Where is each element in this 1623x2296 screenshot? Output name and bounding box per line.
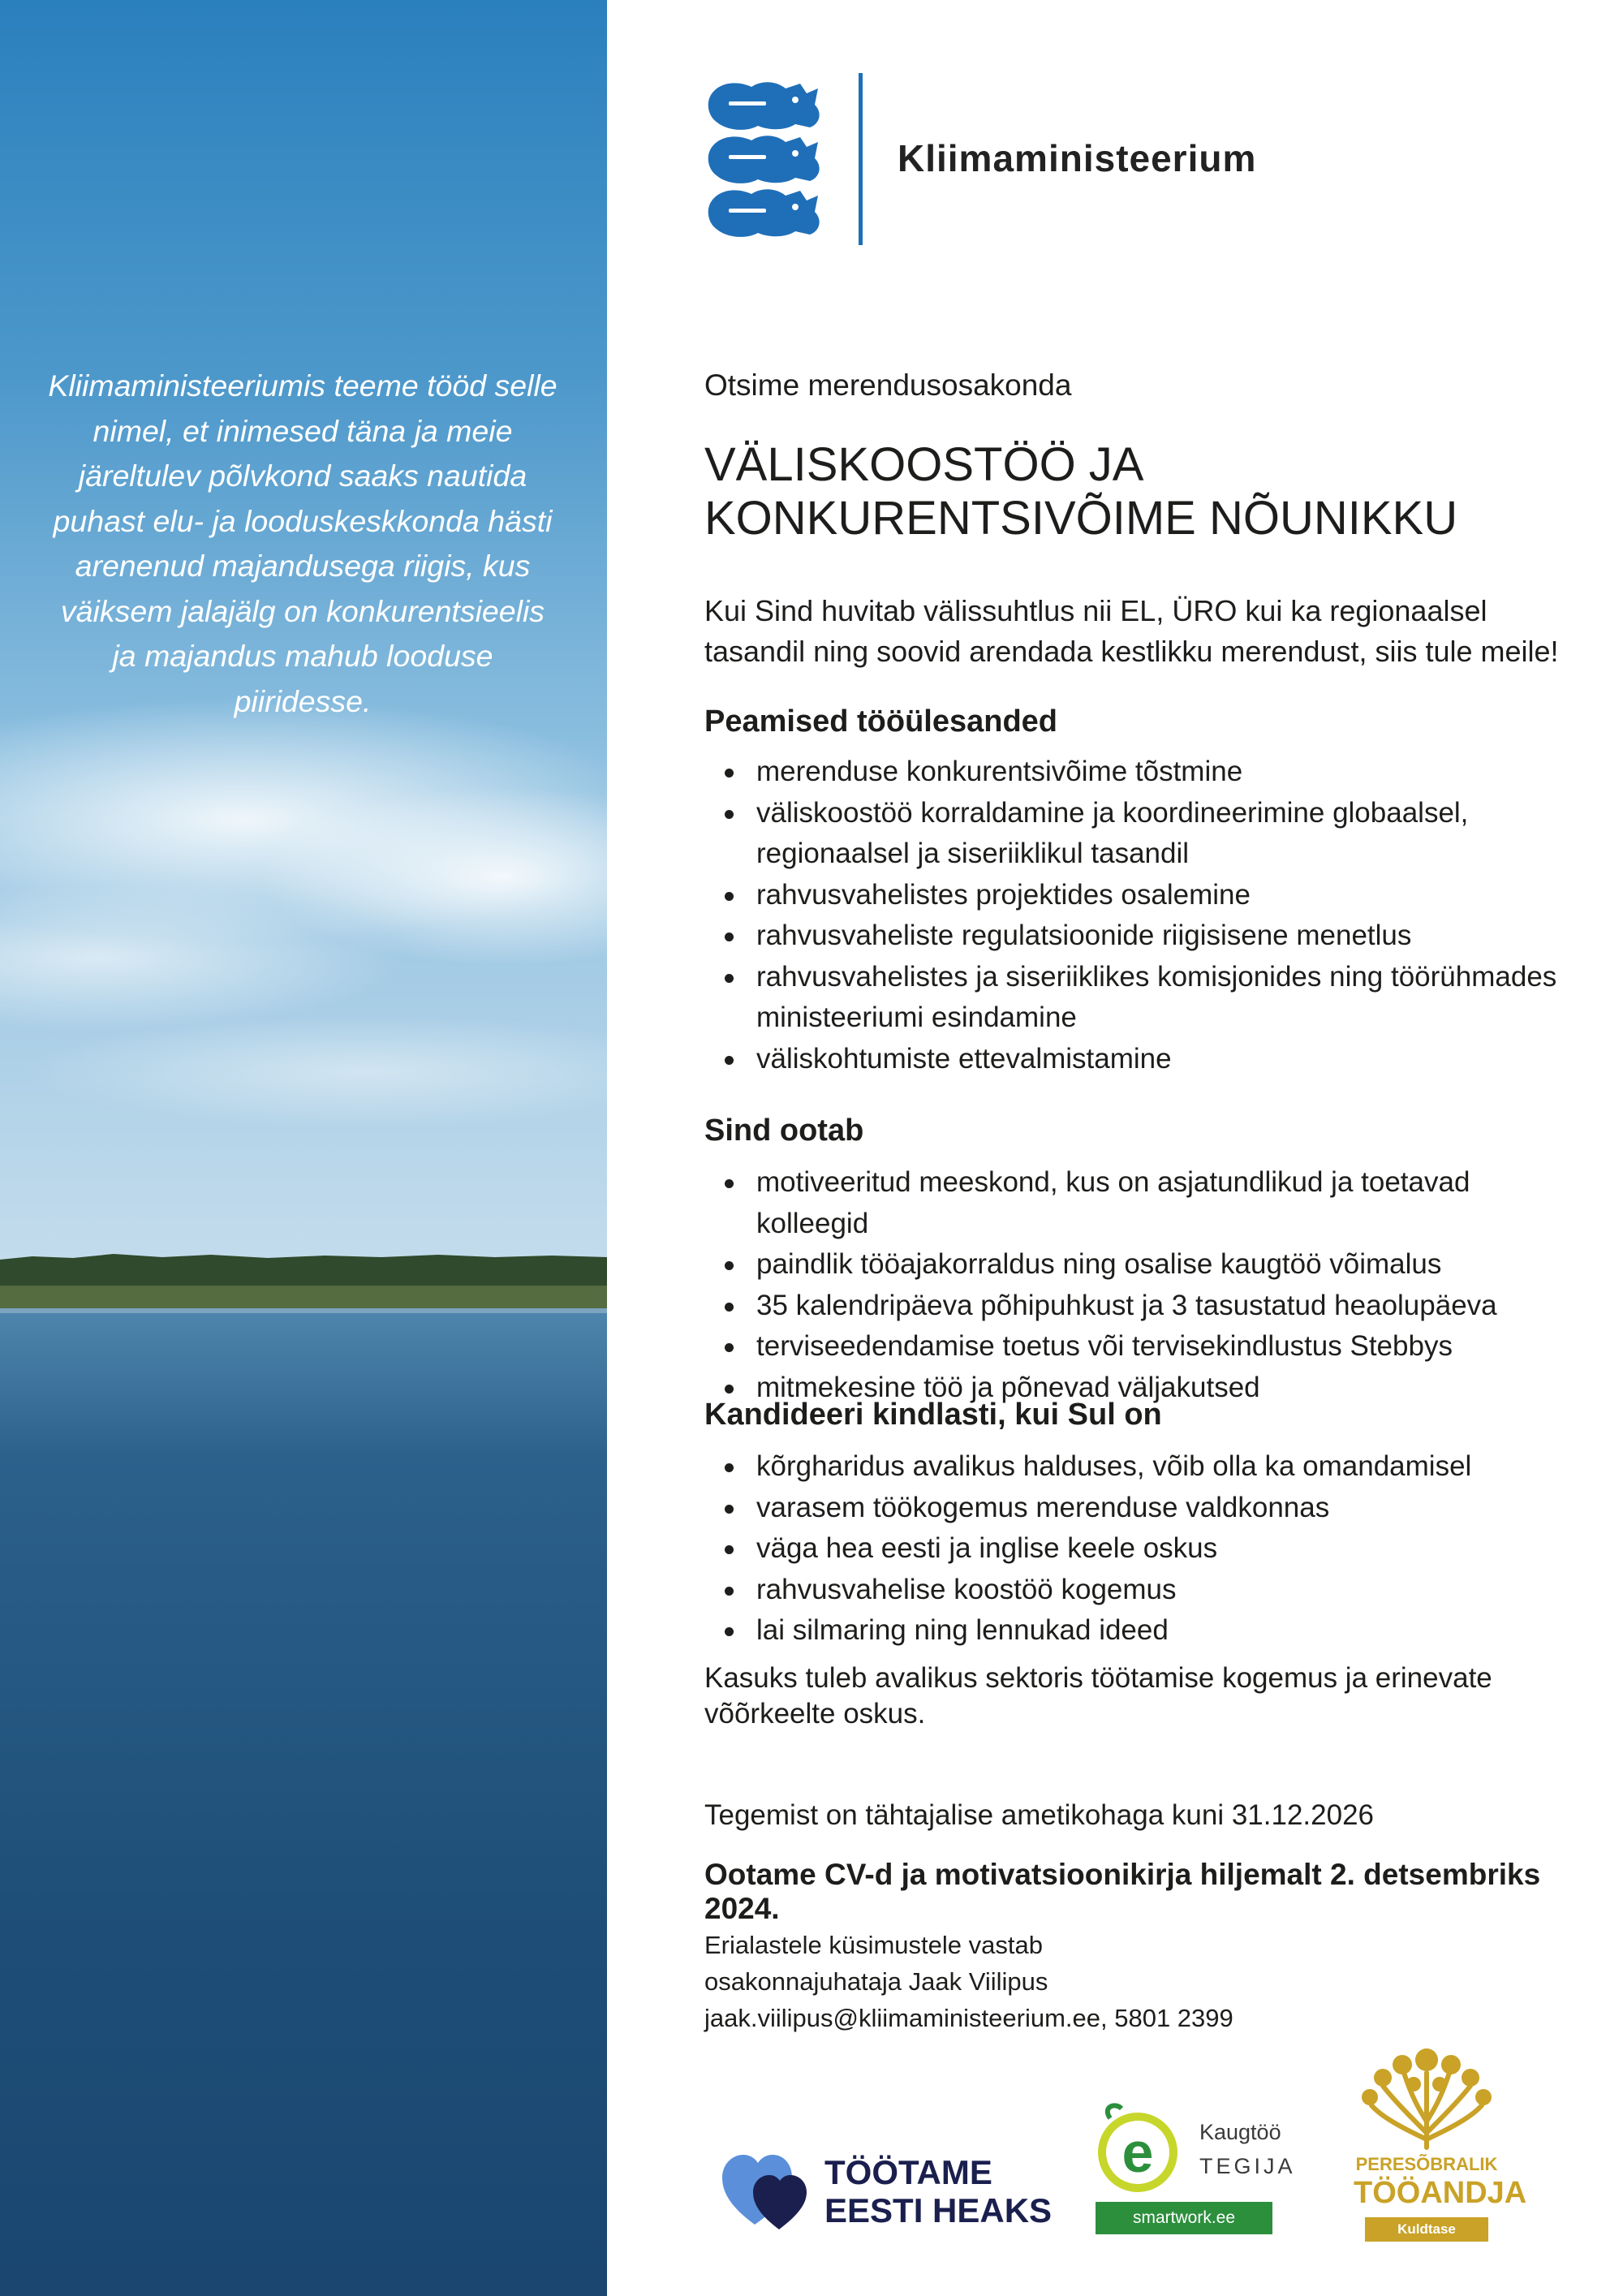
list-item: varasem töökogemus merenduse valdkonnas (704, 1488, 1581, 1529)
sidebar-quote: Kliimaministeeriumis teeme tööd selle nimel, et inimesed täna ja meie järeltulev põlvkond saaks nautida puhast elu- ja looduskeskkonda hästi arenenud majandusega riigis, kus väiksem jalajälg on konkurentsieelis ja majandus mahub looduse piiridesse. (48, 368, 558, 718)
pere-line1: PERESÕBRALIK (1355, 2154, 1498, 2174)
contact-email-phone: jaak.viilipus@kliimaministeerium.ee, 5801 2399 (704, 2004, 1233, 2032)
tootame-text (824, 2153, 1052, 2229)
kaugtoo-text (1199, 2115, 1296, 2183)
peresobralik-tooandja-logo (1354, 2044, 1527, 2238)
peresobralik-text (1354, 2152, 1527, 2210)
contact-person: osakonnajuhataja Jaak Viilipus (704, 1967, 1048, 1996)
list-item: väga hea eesti ja inglise keele oskus (704, 1528, 1581, 1570)
section-heading-requirements: Kandideeri kindlasti, kui Sul on (704, 1398, 1162, 1432)
list-item: kõrgharidus avalikus halduses, võib olla ka omandamisel (704, 1446, 1581, 1488)
kaugtoo-line1: Kaugtöö (1199, 2120, 1281, 2144)
three-lions-crest-icon (704, 77, 824, 239)
list-item: väliskohtumiste ettevalmistamine (704, 1039, 1581, 1080)
tootame-line2: EESTI HEAKS (824, 2191, 1053, 2229)
tootame-line1: TÖÖTAME (824, 2153, 992, 2191)
tree-family-icon (1354, 2044, 1500, 2152)
list-item: 35 kalendripäeva põhipuhkust ja 3 tasustatud heaolupäeva (704, 1286, 1581, 1327)
term-text: Tegemist on tähtajalise ametikohaga kuni 31.12.2026 (704, 1799, 1374, 1831)
lead-text: Otsime merendusosakonda (704, 368, 1072, 402)
list-item: mitmekesine töö ja põnevad väljakutsed (704, 1368, 1581, 1409)
job-title (704, 438, 1581, 545)
section-heading-benefits: Sind ootab (704, 1114, 864, 1148)
e-letter-icon (1086, 2100, 1191, 2198)
job-title-line1: VÄLISKOOSTÖÖ JA (704, 438, 1144, 491)
contact-line: Erialastele küsimustele vastab (704, 1931, 1043, 1959)
smartwork-bar: smartwork.ee (1096, 2202, 1272, 2234)
list-item: rahvusvahelistes ja siseriiklikes komisjonides ning töörühmades ministeeriumi esindamine (704, 957, 1581, 1039)
list-item: väliskoostöö korraldamine ja koordineerimine globaalsel, regionaalsel ja siseriiklikul tasandil (704, 793, 1581, 875)
list-item: terviseedendamise toetus või tervisekindlustus Stebbys (704, 1326, 1581, 1368)
pere-line2: TÖÖANDJA (1354, 2176, 1527, 2210)
list-item: rahvusvaheliste regulatsioonide riigisisene menetlus (704, 915, 1581, 957)
tasks-list (704, 752, 1581, 1079)
intro-text: Kui Sind huvitab välissuhtlus nii EL, ÜRO kui ka regionaalsel tasandil ning soovid arendada kestlikku merendust, siis tule meile! (704, 594, 1559, 668)
heart-icon (722, 2150, 812, 2231)
tootame-eesti-heaks-logo (722, 2147, 1055, 2236)
contact-block (704, 1927, 1233, 2036)
sea-landscape-image (0, 0, 607, 2296)
deadline-text: Ootame CV-d ja motivatsioonikirja hiljemalt 2. detsembriks 2024. (704, 1858, 1541, 1925)
list-item: motiveeritud meeskond, kus on asjatundlikud ja toetavad kolleegid (704, 1162, 1581, 1244)
list-item: paindlik tööajakorraldus ning osalise kaugtöö võimalus (704, 1244, 1581, 1286)
list-item: merenduse konkurentsivõime tõstmine (704, 752, 1581, 793)
kaugtoo-tegija-logo (1079, 2100, 1296, 2238)
advantage-text: Kasuks tuleb avalikus sektoris töötamise kogemus ja erinevate võõrkeelte oskus. (704, 1662, 1492, 1730)
svg-text:e: e (1121, 2121, 1154, 2184)
section-heading-tasks: Peamised tööülesanded (704, 704, 1058, 739)
ministry-name: Kliimaministeerium (898, 137, 1257, 179)
sea-photo-panel (0, 0, 607, 2296)
requirements-list (704, 1446, 1581, 1652)
list-item: rahvusvahelise koostöö kogemus (704, 1570, 1581, 1611)
kaugtoo-line2: TEGIJA (1199, 2154, 1296, 2178)
logo-divider (859, 73, 863, 245)
list-item: rahvusvahelistes projektides osalemine (704, 875, 1581, 916)
benefits-list (704, 1162, 1581, 1408)
list-item: lai silmaring ning lennukad ideed (704, 1610, 1581, 1652)
job-title-line2: KONKURENTSIVÕIME NÕUNIKKU (704, 492, 1458, 545)
kuldtase-badge: Kuldtase (1365, 2217, 1488, 2242)
